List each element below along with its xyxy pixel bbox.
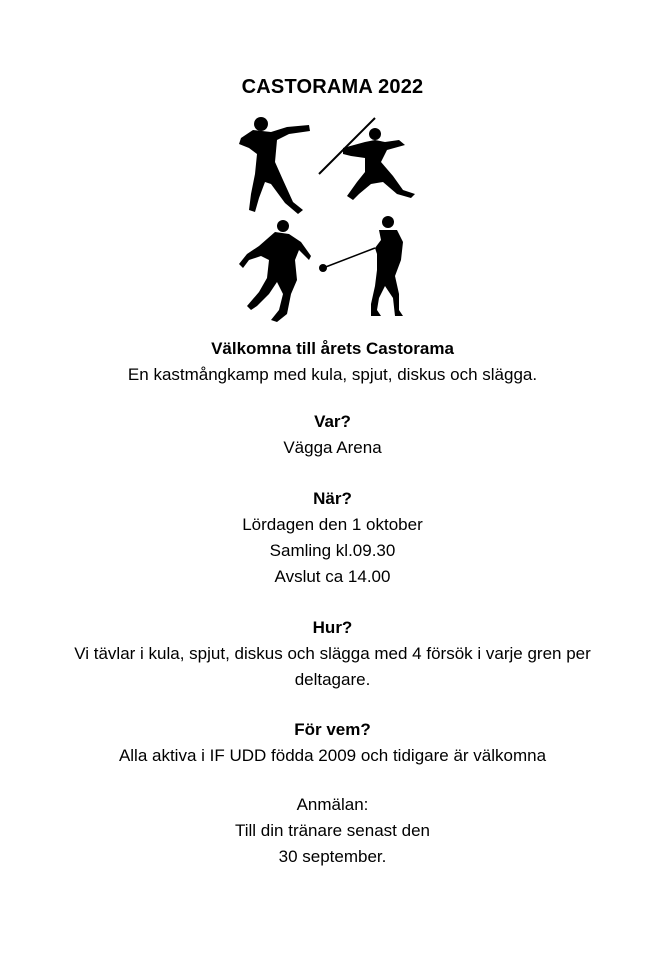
when-line: Lördagen den 1 oktober bbox=[242, 515, 423, 534]
when-line: Avslut ca 14.00 bbox=[274, 567, 391, 586]
welcome-section bbox=[0, 336, 665, 388]
page-title: CASTORAMA 2022 bbox=[241, 76, 424, 98]
how-line: deltagare. bbox=[294, 670, 371, 689]
where-heading: Var? bbox=[314, 412, 351, 431]
registration-line: 30 september. bbox=[278, 847, 387, 866]
discus-thrower-icon bbox=[239, 220, 311, 322]
where-section bbox=[0, 409, 665, 461]
shot-put-thrower-icon bbox=[239, 117, 310, 214]
javelin-thrower-icon bbox=[319, 118, 415, 200]
who-section bbox=[0, 717, 665, 769]
who-heading: För vem? bbox=[294, 720, 371, 739]
how-line: Vi tävlar i kula, spjut, diskus och slägga med 4 försök i varje gren per bbox=[74, 644, 591, 663]
throwers-illustration bbox=[225, 110, 425, 330]
hammer-thrower-icon bbox=[319, 216, 403, 316]
when-section bbox=[0, 486, 665, 590]
registration-section bbox=[0, 792, 665, 870]
registration-heading: Anmälan: bbox=[296, 795, 369, 814]
when-heading: När? bbox=[313, 489, 352, 508]
when-line: Samling kl.09.30 bbox=[269, 541, 396, 560]
who-text: Alla aktiva i IF UDD födda 2009 och tidigare är välkomna bbox=[118, 746, 547, 765]
where-value: Vägga Arena bbox=[283, 438, 382, 457]
welcome-text: En kastmångkamp med kula, spjut, diskus och slägga. bbox=[127, 365, 538, 384]
how-heading: Hur? bbox=[312, 618, 353, 637]
welcome-heading: Välkomna till årets Castorama bbox=[211, 339, 454, 358]
registration-line: Till din tränare senast den bbox=[235, 821, 430, 840]
how-section bbox=[0, 615, 665, 693]
